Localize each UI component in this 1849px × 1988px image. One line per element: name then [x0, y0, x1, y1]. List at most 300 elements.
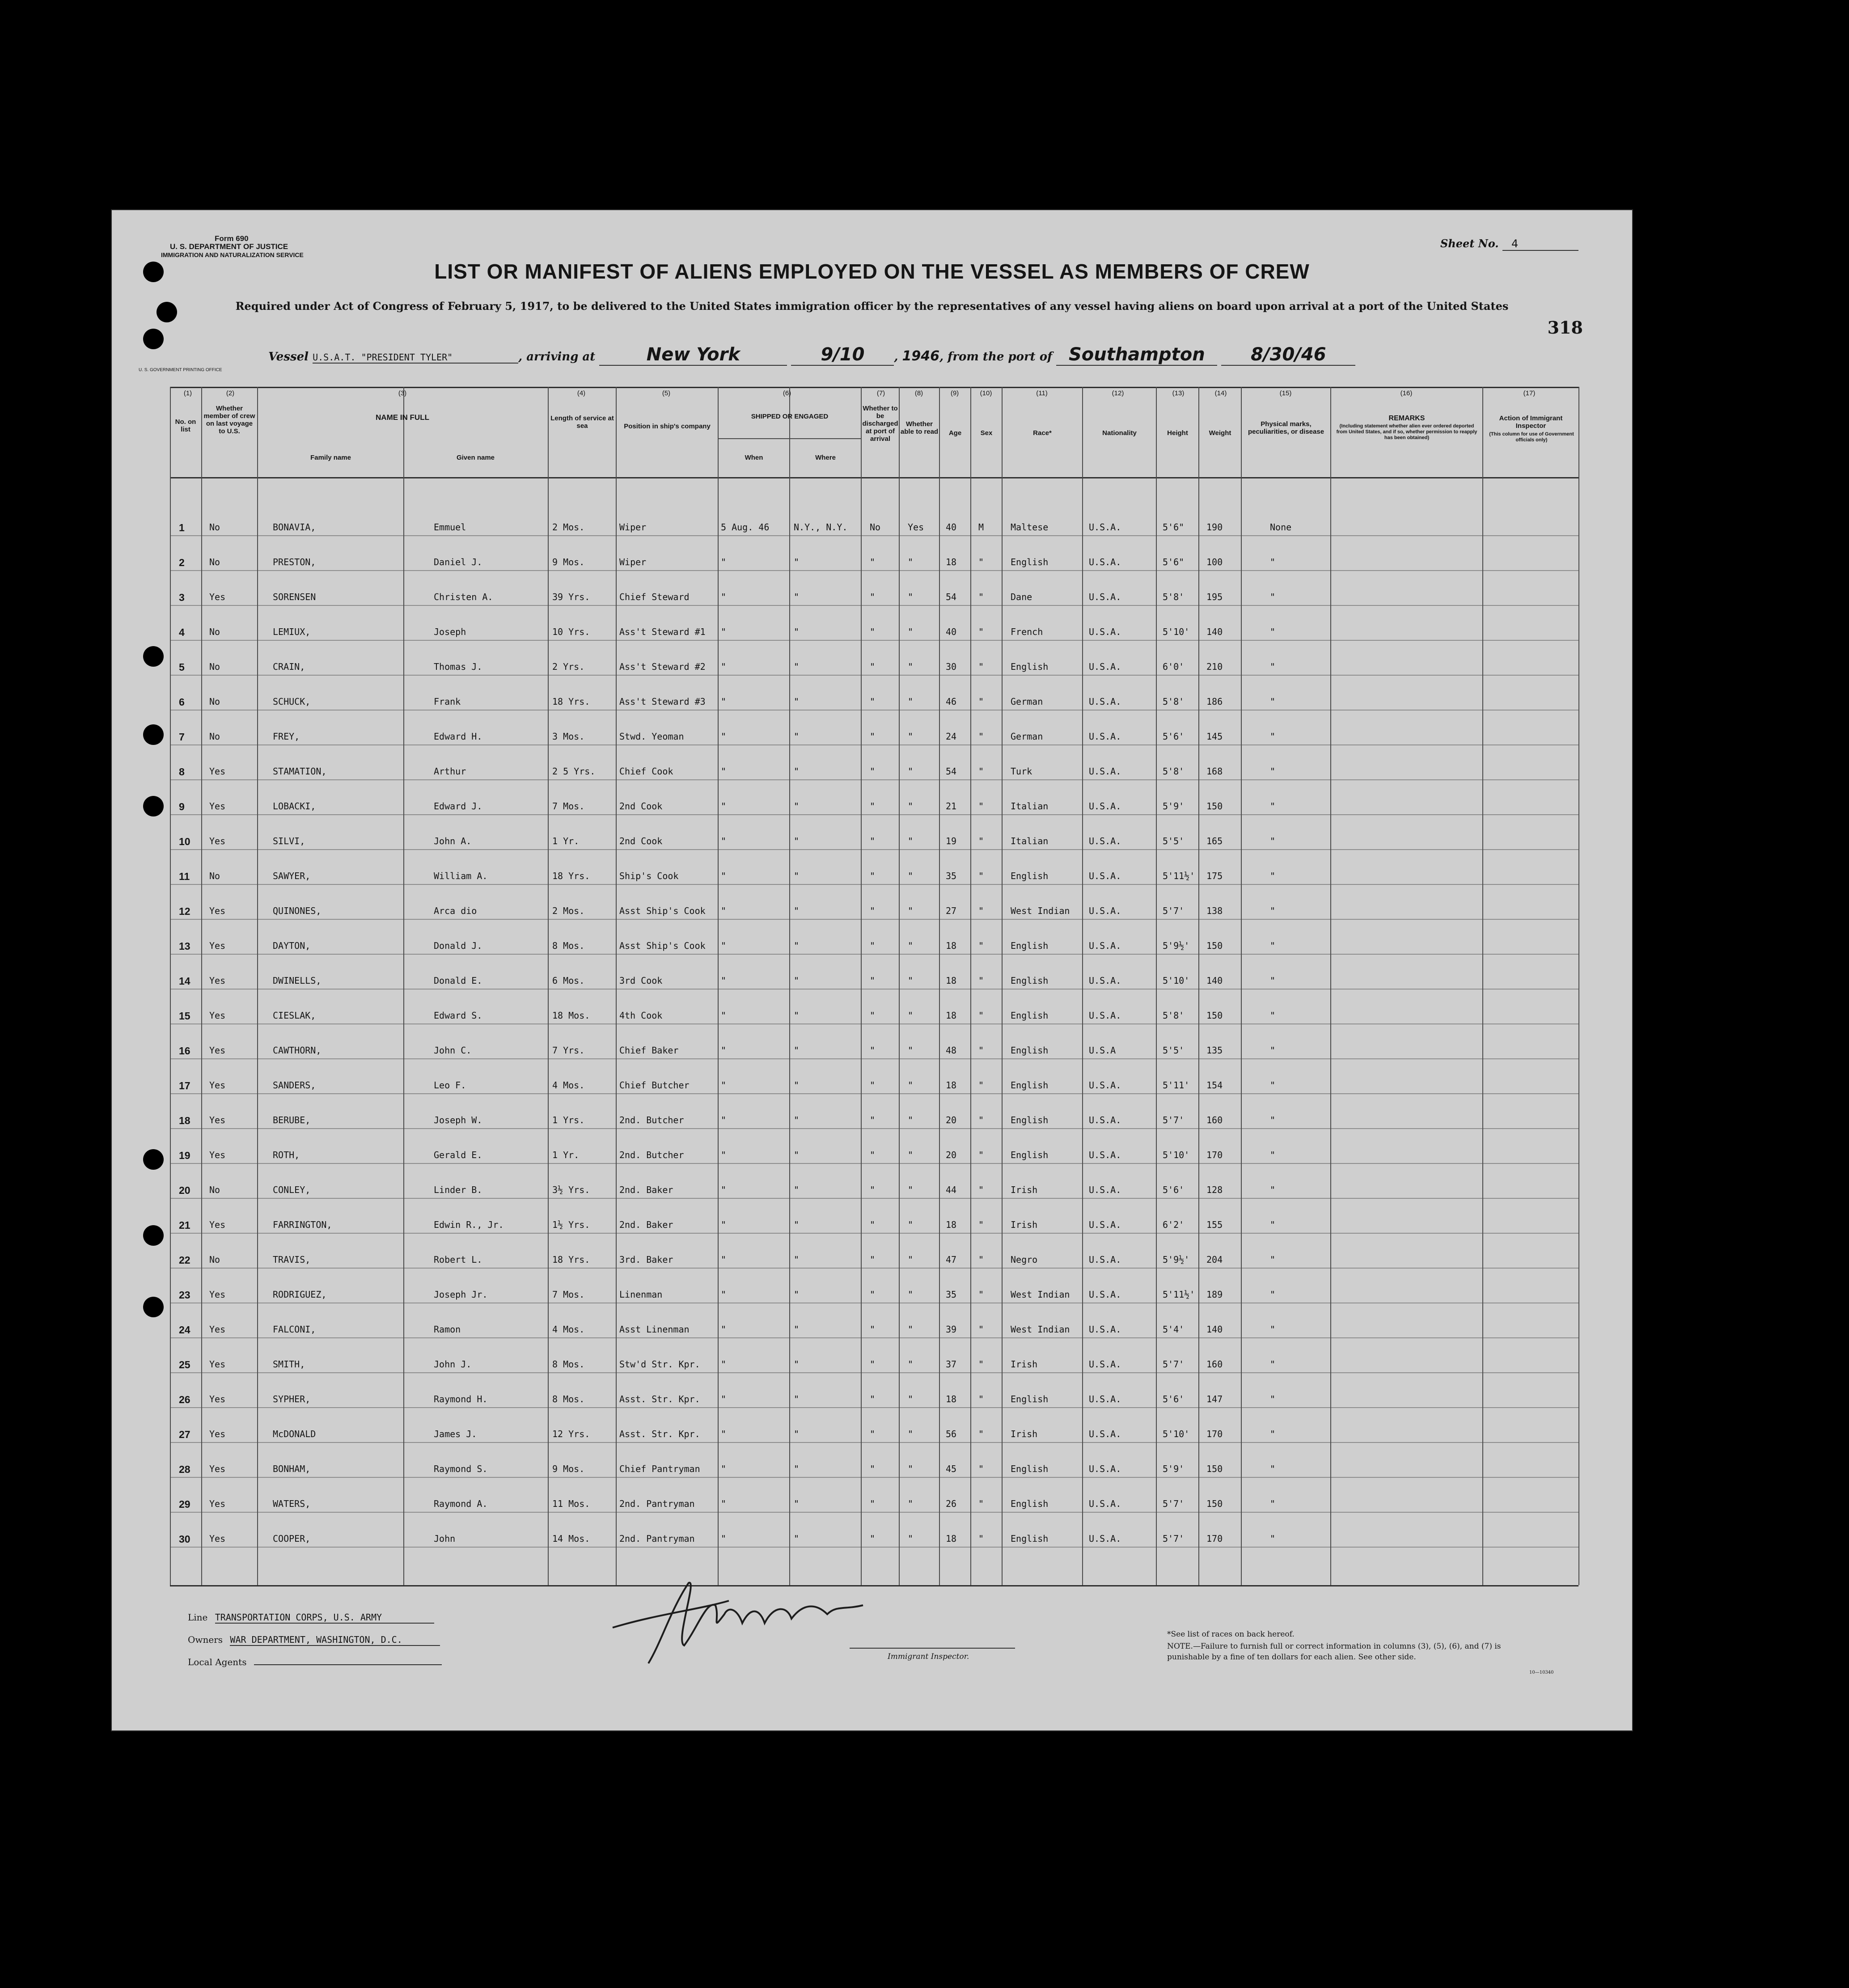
cell-row-number: 5	[179, 661, 185, 673]
col-rule	[1241, 387, 1242, 1585]
cell-row-number: 28	[179, 1464, 190, 1475]
cell-nationality: U.S.A.	[1089, 766, 1121, 777]
cell-row-number: 23	[179, 1289, 190, 1301]
cell-age: 18	[946, 975, 957, 986]
cell-race: Irish	[1011, 1359, 1038, 1370]
cell-ship-position: 2nd. Pantryman	[619, 1533, 695, 1544]
cell-given-name: Christen A.	[434, 592, 493, 602]
row-rule	[170, 710, 1578, 711]
cell-family-name: SAWYER,	[273, 871, 311, 881]
vessel-line: Vessel U.S.A.T. "PRESIDENT TYLER" , arriving at New York 9/10 , 1946, from the port of Southampton 8/30/46	[268, 344, 1355, 366]
cell-weight: 170	[1206, 1150, 1223, 1160]
cell-able-to-read: "	[908, 1184, 914, 1195]
binder-hole	[143, 796, 164, 816]
cell-shipped-where: "	[794, 1429, 800, 1439]
cell-length-of-service: 12 Yrs.	[552, 1429, 590, 1439]
cell-family-name: FARRINGTON,	[273, 1219, 332, 1230]
cell-family-name: BONAVIA,	[273, 522, 316, 533]
cell-age: 18	[946, 1080, 957, 1091]
cell-shipped-where: "	[794, 1254, 800, 1265]
cell-family-name: CIESLAK,	[273, 1010, 316, 1021]
cell-discharged-at-port: "	[870, 871, 876, 881]
cell-shipped-where: "	[794, 661, 800, 672]
cell-shipped-when: "	[721, 661, 727, 672]
cell-shipped-where: "	[794, 1045, 800, 1056]
cell-shipped-where: "	[794, 975, 800, 986]
cell-sex: "	[978, 1533, 984, 1544]
row-rule	[170, 989, 1578, 990]
cell-row-number: 3	[179, 592, 185, 603]
cell-nationality: U.S.A.	[1089, 557, 1121, 567]
cell-height: 5'5'	[1163, 1045, 1185, 1056]
cell-able-to-read: "	[908, 1429, 914, 1439]
cell-weight: 189	[1206, 1289, 1223, 1300]
col-rule	[1082, 387, 1083, 1585]
cell-discharged-at-port: "	[870, 905, 876, 916]
cell-shipped-where: "	[794, 1115, 800, 1125]
cell-physical-marks: "	[1270, 1045, 1276, 1056]
header-prev-voyage: Whether member of crew on last voyage to U.S.	[203, 405, 255, 435]
cell-race: English	[1011, 1045, 1049, 1056]
cell-given-name: Joseph Jr.	[434, 1289, 488, 1300]
cell-crew-last-voyage: Yes	[209, 1150, 226, 1160]
cell-height: 5'9½'	[1163, 940, 1190, 951]
cell-sex: "	[978, 661, 984, 672]
cell-age: 18	[946, 940, 957, 951]
row-rule	[170, 1337, 1578, 1338]
cell-height: 5'4'	[1163, 1324, 1185, 1335]
cell-given-name: Frank	[434, 696, 461, 707]
cell-given-name: Raymond S.	[434, 1464, 488, 1474]
cell-family-name: LEMIUX,	[273, 626, 311, 637]
cell-row-number: 13	[179, 940, 190, 952]
inspector-line	[850, 1648, 1015, 1649]
cell-weight: 154	[1206, 1080, 1223, 1091]
cell-sex: "	[978, 940, 984, 951]
cell-row-number: 18	[179, 1115, 190, 1126]
header-age: Age	[948, 429, 962, 437]
cell-family-name: DWINELLS,	[273, 975, 322, 986]
cell-nationality: U.S.A.	[1089, 1219, 1121, 1230]
cell-shipped-where: "	[794, 557, 800, 567]
cell-able-to-read: "	[908, 1394, 914, 1404]
cell-crew-last-voyage: No	[209, 522, 220, 533]
cell-shipped-where: "	[794, 1533, 800, 1544]
cell-given-name: Donald J.	[434, 940, 482, 951]
vessel-label: Vessel	[268, 350, 309, 364]
cell-crew-last-voyage: No	[209, 557, 220, 567]
cell-row-number: 17	[179, 1080, 190, 1091]
cell-length-of-service: 1 Yrs.	[552, 1115, 585, 1125]
cell-weight: 128	[1206, 1184, 1223, 1195]
cell-ship-position: Asst Ship's Cook	[619, 905, 706, 916]
cell-race: German	[1011, 696, 1043, 707]
cell-shipped-when: "	[721, 871, 727, 881]
cell-sex: "	[978, 1324, 984, 1335]
document-title: LIST OR MANIFEST OF ALIENS EMPLOYED ON THE VESSEL AS MEMBERS OF CREW	[434, 260, 1310, 283]
cell-age: 30	[946, 661, 957, 672]
row-rule	[170, 954, 1578, 955]
col-rule	[257, 387, 258, 1585]
cell-given-name: Edward J.	[434, 801, 482, 812]
cell-shipped-when: "	[721, 592, 727, 602]
cell-physical-marks: "	[1270, 1219, 1276, 1230]
cell-height: 5'7'	[1163, 1359, 1185, 1370]
form-identification	[136, 235, 304, 259]
cell-discharged-at-port: "	[870, 1464, 876, 1474]
cell-shipped-where: "	[794, 1324, 800, 1335]
cell-family-name: LOBACKI,	[273, 801, 316, 812]
crew-table	[170, 387, 1578, 1585]
cell-able-to-read: "	[908, 1219, 914, 1230]
arrival-port: New York	[599, 344, 787, 366]
cell-height: 5'7'	[1163, 1115, 1185, 1125]
cell-physical-marks: "	[1270, 940, 1276, 951]
cell-nationality: U.S.A.	[1089, 1010, 1121, 1021]
cell-nationality: U.S.A.	[1089, 1115, 1121, 1125]
cell-family-name: BONHAM,	[273, 1464, 311, 1474]
cell-sex: "	[978, 592, 984, 602]
cell-physical-marks: "	[1270, 1429, 1276, 1439]
cell-nationality: U.S.A.	[1089, 1464, 1121, 1474]
row-rule	[170, 1198, 1578, 1199]
cell-family-name: SORENSEN	[273, 592, 316, 602]
cell-race: English	[1011, 1080, 1049, 1091]
cell-height: 5'10'	[1163, 626, 1190, 637]
cell-able-to-read: "	[908, 1289, 914, 1300]
cell-able-to-read: "	[908, 1045, 914, 1056]
footer-agents	[188, 1657, 442, 1667]
cell-length-of-service: 3½ Yrs.	[552, 1184, 590, 1195]
cell-height: 5'6'	[1163, 731, 1185, 742]
header-shipped-engaged: SHIPPED OR ENGAGED	[751, 413, 829, 420]
cell-length-of-service: 18 Mos.	[552, 1010, 590, 1021]
cell-ship-position: Ship's Cook	[619, 871, 679, 881]
header-where: Where	[815, 454, 836, 461]
cell-able-to-read: "	[908, 1080, 914, 1091]
cell-weight: 140	[1206, 975, 1223, 986]
cell-race: Irish	[1011, 1184, 1038, 1195]
cell-crew-last-voyage: Yes	[209, 1219, 226, 1230]
binder-hole	[143, 646, 164, 667]
cell-weight: 186	[1206, 696, 1223, 707]
cell-race: English	[1011, 1498, 1049, 1509]
arriving-label: , arriving at	[518, 350, 596, 364]
cell-ship-position: 3rd Cook	[619, 975, 663, 986]
cell-race: Italian	[1011, 801, 1049, 812]
arrival-date: 9/10	[791, 344, 894, 366]
cell-physical-marks: "	[1270, 1080, 1276, 1091]
cell-shipped-where: "	[794, 592, 800, 602]
cell-race: Irish	[1011, 1429, 1038, 1439]
cell-weight: 170	[1206, 1533, 1223, 1544]
col-rule	[1156, 387, 1157, 1585]
col-rule	[548, 387, 549, 1585]
cell-discharged-at-port: "	[870, 661, 876, 672]
cell-shipped-when: "	[721, 1394, 727, 1404]
cell-weight: 190	[1206, 522, 1223, 533]
cell-ship-position: Chief Cook	[619, 766, 673, 777]
cell-race: English	[1011, 661, 1049, 672]
cell-row-number: 20	[179, 1184, 190, 1196]
cell-given-name: Raymond H.	[434, 1394, 488, 1404]
rule	[170, 477, 1578, 478]
header-when: When	[745, 454, 763, 461]
cell-family-name: TRAVIS,	[273, 1254, 311, 1265]
cell-physical-marks: "	[1270, 1010, 1276, 1021]
cell-length-of-service: 7 Yrs.	[552, 1045, 585, 1056]
cell-length-of-service: 2 Mos.	[552, 522, 585, 533]
cell-discharged-at-port: "	[870, 731, 876, 742]
cell-given-name: Robert L.	[434, 1254, 482, 1265]
cell-sex: "	[978, 905, 984, 916]
rule	[170, 387, 1578, 388]
cell-discharged-at-port: "	[870, 696, 876, 707]
cell-age: 18	[946, 1394, 957, 1404]
agents-blank	[254, 1664, 442, 1665]
cell-shipped-where: "	[794, 1394, 800, 1404]
cell-crew-last-voyage: No	[209, 1254, 220, 1265]
row-rule	[170, 919, 1578, 920]
cell-height: 5'11½'	[1163, 871, 1195, 881]
cell-sex: M	[978, 522, 984, 533]
cell-able-to-read: "	[908, 940, 914, 951]
cell-nationality: U.S.A.	[1089, 975, 1121, 986]
cell-length-of-service: 18 Yrs.	[552, 871, 590, 881]
cell-given-name: William A.	[434, 871, 488, 881]
cell-weight: 145	[1206, 731, 1223, 742]
cell-shipped-where: "	[794, 696, 800, 707]
cell-discharged-at-port: "	[870, 1115, 876, 1125]
cell-given-name: Linder B.	[434, 1184, 482, 1195]
owners-value: WAR DEPARTMENT, WASHINGTON, D.C.	[230, 1634, 440, 1646]
cell-shipped-where: "	[794, 1219, 800, 1230]
cell-height: 6'0'	[1163, 661, 1185, 672]
cell-shipped-where: "	[794, 766, 800, 777]
cell-weight: 195	[1206, 592, 1223, 602]
cell-family-name: SCHUCK,	[273, 696, 311, 707]
binder-hole	[143, 1297, 164, 1317]
cell-row-number: 29	[179, 1498, 190, 1510]
cell-age: 35	[946, 1289, 957, 1300]
row-rule	[170, 884, 1578, 885]
cell-discharged-at-port: "	[870, 1429, 876, 1439]
row-rule	[170, 1058, 1578, 1059]
cell-length-of-service: 1 Yr.	[552, 1150, 580, 1160]
cell-race: English	[1011, 871, 1049, 881]
cell-ship-position: Asst Linenman	[619, 1324, 690, 1335]
cell-age: 20	[946, 1115, 957, 1125]
cell-height: 5'10'	[1163, 1429, 1190, 1439]
cell-shipped-when: "	[721, 1324, 727, 1335]
cell-crew-last-voyage: Yes	[209, 1324, 226, 1335]
cell-crew-last-voyage: No	[209, 661, 220, 672]
cell-physical-marks: "	[1270, 871, 1276, 881]
cell-shipped-when: "	[721, 1184, 727, 1195]
col-rule	[939, 387, 940, 1585]
cell-weight: 160	[1206, 1359, 1223, 1370]
departure-date: 8/30/46	[1221, 344, 1355, 366]
cell-weight: 160	[1206, 1115, 1223, 1125]
cell-able-to-read: "	[908, 661, 914, 672]
cell-family-name: SMITH,	[273, 1359, 305, 1370]
header-race: Race*	[1033, 429, 1052, 437]
cell-row-number: 10	[179, 836, 190, 847]
cell-able-to-read: "	[908, 557, 914, 567]
col-rule	[970, 387, 971, 1585]
cell-shipped-where: N.Y., N.Y.	[794, 522, 848, 533]
cell-length-of-service: 18 Yrs.	[552, 1254, 590, 1265]
cell-given-name: Raymond A.	[434, 1498, 488, 1509]
cell-shipped-when: "	[721, 1289, 727, 1300]
cell-ship-position: Linenman	[619, 1289, 663, 1300]
cell-shipped-when: "	[721, 905, 727, 916]
row-rule	[170, 1442, 1578, 1443]
cell-ship-position: Chief Steward	[619, 592, 690, 602]
cell-crew-last-voyage: No	[209, 871, 220, 881]
cell-able-to-read: Yes	[908, 522, 924, 533]
col-rule	[1330, 387, 1331, 1585]
cell-ship-position: Asst. Str. Kpr.	[619, 1429, 700, 1439]
cell-given-name: Edward H.	[434, 731, 482, 742]
cell-nationality: U.S.A.	[1089, 1254, 1121, 1265]
cell-sex: "	[978, 1254, 984, 1265]
cell-sex: "	[978, 1080, 984, 1091]
cell-weight: 135	[1206, 1045, 1223, 1056]
cell-crew-last-voyage: Yes	[209, 592, 226, 602]
col-rule	[1578, 387, 1579, 1585]
cell-weight: 150	[1206, 940, 1223, 951]
cell-nationality: U.S.A.	[1089, 1080, 1121, 1091]
cell-discharged-at-port: "	[870, 975, 876, 986]
agents-label: Local Agents	[188, 1657, 247, 1667]
cell-ship-position: Chief Pantryman	[619, 1464, 700, 1474]
cell-able-to-read: "	[908, 801, 914, 812]
cell-row-number: 1	[179, 522, 185, 533]
row-rule	[170, 605, 1578, 606]
cell-ship-position: 4th Cook	[619, 1010, 663, 1021]
cell-age: 18	[946, 1010, 957, 1021]
row-rule	[170, 1477, 1578, 1478]
cell-sex: "	[978, 557, 984, 567]
cell-race: English	[1011, 975, 1049, 986]
cell-weight: 155	[1206, 1219, 1223, 1230]
cell-shipped-when: "	[721, 1254, 727, 1265]
sheet-number-value: 4	[1502, 237, 1578, 251]
cell-height: 5'8'	[1163, 696, 1185, 707]
cell-race: Turk	[1011, 766, 1032, 777]
cell-given-name: John A.	[434, 836, 472, 846]
cell-height: 5'11'	[1163, 1080, 1190, 1091]
cell-length-of-service: 11 Mos.	[552, 1498, 590, 1509]
col-rule	[201, 387, 202, 1585]
cell-race: English	[1011, 940, 1049, 951]
cell-given-name: Edward S.	[434, 1010, 482, 1021]
cell-height: 5'8'	[1163, 1010, 1185, 1021]
cell-discharged-at-port: "	[870, 1394, 876, 1404]
cell-length-of-service: 3 Mos.	[552, 731, 585, 742]
cell-length-of-service: 8 Mos.	[552, 1359, 585, 1370]
row-rule	[170, 675, 1578, 676]
cell-ship-position: Wiper	[619, 522, 647, 533]
cell-crew-last-voyage: Yes	[209, 1115, 226, 1125]
cell-discharged-at-port: No	[870, 522, 881, 533]
cell-physical-marks: "	[1270, 1533, 1276, 1544]
cell-crew-last-voyage: Yes	[209, 836, 226, 846]
cell-shipped-when: "	[721, 731, 727, 742]
col-rule	[899, 387, 900, 1585]
cell-discharged-at-port: "	[870, 1324, 876, 1335]
cell-physical-marks: "	[1270, 1289, 1276, 1300]
cell-shipped-where: "	[794, 1359, 800, 1370]
cell-length-of-service: 4 Mos.	[552, 1080, 585, 1091]
header-family-name: Family name	[310, 454, 351, 461]
cell-age: 46	[946, 696, 957, 707]
footer-owners	[188, 1634, 440, 1646]
cell-length-of-service: 4 Mos.	[552, 1324, 585, 1335]
cell-weight: 204	[1206, 1254, 1223, 1265]
cell-sex: "	[978, 1045, 984, 1056]
cell-row-number: 11	[179, 871, 190, 882]
cell-age: 18	[946, 557, 957, 567]
cell-able-to-read: "	[908, 975, 914, 986]
cell-race: English	[1011, 1010, 1049, 1021]
cell-height: 5'7'	[1163, 905, 1185, 916]
cell-able-to-read: "	[908, 1254, 914, 1265]
cell-weight: 140	[1206, 626, 1223, 637]
cell-sex: "	[978, 626, 984, 637]
cell-family-name: BERUBE,	[273, 1115, 311, 1125]
cell-discharged-at-port: "	[870, 1254, 876, 1265]
cell-physical-marks: "	[1270, 1498, 1276, 1509]
cell-crew-last-voyage: Yes	[209, 801, 226, 812]
cell-nationality: U.S.A.	[1089, 731, 1121, 742]
cell-given-name: Daniel J.	[434, 557, 482, 567]
cell-discharged-at-port: "	[870, 801, 876, 812]
cell-race: Dane	[1011, 592, 1032, 602]
header-inspector-action: Action of Immigrant Inspector	[1499, 415, 1563, 430]
cell-age: 39	[946, 1324, 957, 1335]
cell-able-to-read: "	[908, 905, 914, 916]
cell-physical-marks: "	[1270, 1394, 1276, 1404]
cell-race: French	[1011, 626, 1043, 637]
cell-age: 54	[946, 766, 957, 777]
cell-weight: 170	[1206, 1429, 1223, 1439]
cell-age: 26	[946, 1498, 957, 1509]
cell-nationality: U.S.A.	[1089, 1429, 1121, 1439]
cell-discharged-at-port: "	[870, 1533, 876, 1544]
cell-row-number: 25	[179, 1359, 190, 1370]
cell-shipped-when: "	[721, 940, 727, 951]
cell-crew-last-voyage: No	[209, 696, 220, 707]
cell-family-name: DAYTON,	[273, 940, 311, 951]
cell-given-name: Joseph	[434, 626, 466, 637]
row-rule	[170, 1163, 1578, 1164]
cell-family-name: FALCONI,	[273, 1324, 316, 1335]
cell-length-of-service: 10 Yrs.	[552, 626, 590, 637]
cell-row-number: 21	[179, 1219, 190, 1231]
cell-shipped-when: 5 Aug. 46	[721, 522, 770, 533]
cell-age: 45	[946, 1464, 957, 1474]
cell-crew-last-voyage: Yes	[209, 1429, 226, 1439]
cell-row-number: 7	[179, 731, 185, 743]
cell-weight: 210	[1206, 661, 1223, 672]
cell-age: 40	[946, 626, 957, 637]
sheet-number-label: Sheet No.	[1440, 237, 1499, 250]
cell-family-name: SANDERS,	[273, 1080, 316, 1091]
cell-shipped-where: "	[794, 1184, 800, 1195]
cell-family-name: RODRIGUEZ,	[273, 1289, 327, 1300]
